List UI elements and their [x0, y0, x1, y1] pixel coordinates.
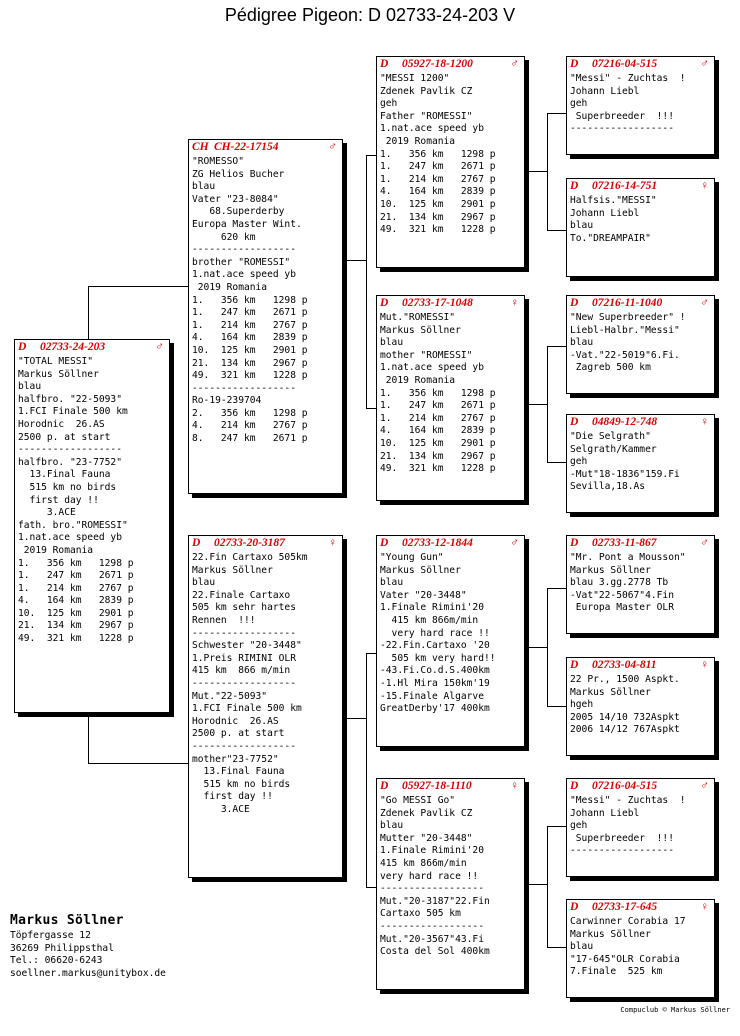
card-line: Johann Liebl — [570, 207, 640, 219]
card-line: 2019 Romania — [192, 281, 268, 293]
card-header — [380, 536, 521, 551]
connector-line — [343, 718, 366, 719]
sex-icon: ♂ — [700, 780, 709, 792]
sex-icon: ♀ — [700, 180, 709, 192]
card-header — [192, 536, 339, 551]
country-code: D — [380, 297, 389, 309]
card-header — [570, 296, 711, 311]
ring-number: 02733-11-867 — [592, 537, 657, 549]
connector-line — [525, 884, 547, 885]
card-line: ------------------ — [192, 740, 296, 752]
card-line: Rennen !!! — [192, 614, 256, 626]
card-header — [570, 658, 711, 673]
card-line: "Mr. Pont a Mousson" — [570, 552, 686, 563]
card-line: 620 km — [192, 231, 256, 243]
card-line: Markus Söllner — [570, 928, 651, 940]
card-line: ------------------ — [192, 244, 296, 256]
connector-line — [343, 260, 366, 261]
card-line: 2500 p. at start — [192, 728, 285, 740]
connector-line — [547, 826, 548, 947]
card-line: ------------------ — [18, 444, 122, 456]
card-line: 4. 214 km 2767 p — [192, 420, 308, 432]
card-line: ------------------ — [192, 627, 296, 639]
card-line: blau — [380, 820, 404, 832]
connector-line — [547, 826, 566, 827]
card-line: 1.FCI Finale 500 km — [18, 406, 128, 418]
card-body — [570, 73, 711, 136]
card-line: Zdenek Pavlik CZ — [380, 85, 473, 97]
card-body — [380, 795, 521, 959]
card-line: "Young Gun" — [380, 552, 444, 563]
card-line: blau — [380, 337, 404, 349]
card-line: Markus Söllner — [18, 368, 99, 380]
card-line: halfbro. "23-7752" — [18, 456, 122, 468]
card-line: 13.Final Fauna — [192, 766, 285, 778]
card-line: Ro-19-239704 — [192, 395, 262, 407]
card-line: Sevilla,18.As — [570, 481, 646, 493]
connector-line — [547, 947, 566, 948]
card-line: 2. 356 km 1298 p — [192, 407, 308, 419]
card-line: 21. 134 km 2967 p — [192, 357, 308, 369]
card-line: blau — [192, 181, 216, 193]
card-body — [192, 156, 339, 446]
card-line: ------------------ — [570, 845, 674, 857]
card-line: Markus Söllner — [570, 564, 651, 576]
card-header — [570, 57, 711, 72]
card-line: ------------------ — [380, 920, 484, 932]
card-line: 505 km sehr hartes — [192, 602, 296, 614]
card-line: Zdenek Pavlik CZ — [380, 807, 473, 819]
card-line: 49. 321 km 1228 p — [380, 224, 496, 236]
card-header — [570, 415, 711, 430]
pigeon-card-gg-7 — [566, 778, 715, 877]
card-line: -15.Finale Algarve — [380, 690, 484, 702]
sex-icon: ♀ — [510, 780, 519, 792]
card-line: 1. 247 km 2671 p — [380, 400, 496, 412]
card-line: 4. 164 km 2839 p — [380, 425, 496, 437]
card-body — [570, 795, 711, 858]
card-line: blau — [18, 381, 42, 393]
card-line: blau — [380, 577, 404, 589]
card-line: "Die Selgrath" — [570, 431, 651, 442]
card-line: 49. 321 km 1228 p — [18, 633, 134, 645]
connector-line — [366, 155, 367, 408]
ring-number: 04849-12-748 — [592, 416, 658, 428]
connector-line — [547, 346, 548, 462]
card-line: Mut."20-3187"22.Fin — [380, 895, 490, 907]
card-line: Mutter "20-3448" — [380, 832, 473, 844]
country-code: CH — [192, 141, 209, 153]
ring-number: 02733-12-1844 — [402, 537, 473, 549]
card-line: 49. 321 km 1228 p — [192, 370, 308, 382]
ring-number: 02733-17-645 — [592, 901, 658, 913]
card-line: 515 km no birds — [18, 481, 117, 493]
pigeon-card-dam-dam — [376, 778, 525, 990]
country-code: D — [570, 297, 579, 309]
connector-line — [547, 230, 566, 231]
pigeon-card-gg-1 — [566, 56, 715, 155]
ring-number: 02733-20-3187 — [214, 537, 285, 549]
card-header — [380, 296, 521, 311]
connector-line — [547, 588, 566, 589]
pigeon-card-sire-sire — [376, 56, 525, 268]
card-line: fath. bro."ROMESSI" — [18, 519, 128, 531]
card-line: 22.Fin Cartaxo 505km — [192, 552, 308, 563]
card-line: Zagreb 500 km — [570, 362, 651, 374]
sex-icon: ♂ — [700, 537, 709, 549]
card-header — [380, 779, 521, 794]
card-line: Halfsis."MESSI" — [570, 195, 657, 206]
connector-line — [547, 706, 566, 707]
card-line: "ROMESSO" — [192, 156, 244, 167]
owner-street: Töpfergasse 12 — [10, 930, 91, 941]
card-line: "New Superbreeder" ! — [570, 312, 686, 323]
card-line: Superbreeder !!! — [570, 110, 674, 122]
country-code: D — [570, 537, 579, 549]
card-line: 7.Finale 525 km — [570, 966, 663, 978]
card-line: 1.nat.ace speed yb — [192, 269, 296, 281]
card-line: "Messi" - Zuchtas ! — [570, 73, 686, 84]
connector-line — [88, 286, 89, 339]
pigeon-card-gg-3 — [566, 295, 715, 394]
card-line: halfbro. "22-5093" — [18, 393, 122, 405]
card-line: -43.Fi.Co.d.S.400km — [380, 665, 490, 677]
card-line: 515 km no birds — [192, 778, 291, 790]
sex-icon: ♀ — [700, 416, 709, 428]
card-line: brother "ROMESSI" — [192, 256, 291, 268]
ring-number: 05927-18-1110 — [402, 780, 472, 792]
sex-icon: ♂ — [700, 58, 709, 70]
card-line: 2005 14/10 732Aspkt — [570, 711, 680, 723]
card-header — [570, 179, 711, 194]
card-body — [570, 431, 711, 494]
card-line: 21. 134 km 2967 p — [18, 620, 134, 632]
pigeon-card-dam-sire — [376, 535, 525, 747]
card-line: mother"23-7752" — [192, 753, 279, 765]
pigeon-card-gg-8 — [566, 899, 715, 998]
card-line: 1. 214 km 2767 p — [380, 173, 496, 185]
card-line: 2006 14/12 767Aspkt — [570, 724, 680, 736]
card-line: 1.nat.ace speed yb — [380, 123, 484, 135]
card-line: first day !! — [192, 791, 273, 803]
card-line: 2500 p. at start — [18, 431, 111, 443]
card-line: ZG Helios Bucher — [192, 168, 285, 180]
country-code: D — [380, 537, 389, 549]
card-line: Markus Söllner — [380, 324, 461, 336]
card-line: Father "ROMESSI" — [380, 110, 473, 122]
card-line: -22.Fin.Cartaxo '20 — [380, 640, 490, 652]
card-line: hgeh — [570, 699, 594, 711]
card-line: Horodnic 26.AS — [192, 715, 279, 727]
card-line: Horodnic 26.AS — [18, 418, 105, 430]
card-body — [380, 312, 521, 476]
card-line: Mut."ROMESSI" — [380, 312, 456, 323]
country-code: D — [570, 58, 579, 70]
card-line: Vater "20-3448" — [380, 589, 467, 601]
card-line: 4. 164 km 2839 p — [192, 332, 308, 344]
card-header — [570, 536, 711, 551]
card-line: "Go MESSI Go" — [380, 795, 456, 806]
card-line: mother "ROMESSI" — [380, 349, 473, 361]
card-line: 1. 247 km 2671 p — [192, 307, 308, 319]
country-code: D — [192, 537, 201, 549]
pigeon-card-sire-dam — [376, 295, 525, 501]
pigeon-card-gg-4 — [566, 414, 715, 513]
owner-email: soellner.markus@unitybox.de — [10, 967, 166, 979]
card-line: -Vat"22-5067"4.Fin — [570, 589, 674, 601]
card-line: 3.ACE — [192, 803, 250, 815]
pigeon-card-sire — [188, 139, 343, 494]
ring-number: 05927-18-1200 — [402, 58, 473, 70]
card-line: geh — [570, 820, 588, 832]
pigeon-card-subject — [14, 339, 170, 713]
connector-line — [88, 713, 89, 763]
country-code: D — [570, 180, 579, 192]
card-line: 415 km 866m/min — [380, 857, 467, 869]
sex-icon: ♂ — [700, 297, 709, 309]
connector-line — [547, 346, 566, 347]
card-line: Markus Söllner — [380, 564, 461, 576]
card-line: 1.FCI Finale 500 km — [192, 703, 302, 715]
card-line: Mut."22-5093" — [192, 690, 268, 702]
card-line: geh — [570, 98, 588, 110]
card-header — [192, 140, 339, 155]
card-line: 1. 247 km 2671 p — [380, 161, 496, 173]
card-line: 505 km very hard!! — [380, 652, 496, 664]
card-line: 1. 214 km 2767 p — [380, 412, 496, 424]
card-line: 49. 321 km 1228 p — [380, 463, 496, 475]
country-code: D — [570, 416, 579, 428]
country-code: D — [570, 780, 579, 792]
card-line: Liebl-Halbr."Messi" — [570, 324, 680, 336]
card-line: Europa Master Wint. — [192, 218, 302, 230]
sex-icon: ♀ — [328, 537, 337, 549]
page-title: Pédigree Pigeon: D 02733-24-203 V — [224, 5, 516, 25]
card-line: -1.Hl Mira 150km'19 — [380, 677, 490, 689]
card-line: 1.Preis RIMINI OLR — [192, 652, 296, 664]
connector-line — [525, 404, 547, 405]
card-line: ------------------ — [192, 382, 296, 394]
card-line: 1. 214 km 2767 p — [18, 582, 134, 594]
ring-number: 02733-17-1048 — [402, 297, 473, 309]
card-line: 8. 247 km 2671 p — [192, 433, 308, 445]
card-line: Markus Söllner — [192, 564, 273, 576]
card-line: 415 km 866 m/min — [192, 665, 291, 677]
card-line: 3.ACE — [18, 507, 76, 519]
card-line: 1. 356 km 1298 p — [380, 148, 496, 160]
connector-line — [547, 113, 548, 230]
card-line: 10. 125 km 2901 p — [380, 437, 496, 449]
card-line: -Vat."22-5019"6.Fi. — [570, 349, 680, 361]
card-line: 21. 134 km 2967 p — [380, 211, 496, 223]
card-line: 10. 125 km 2901 p — [380, 198, 496, 210]
country-code: D — [570, 659, 579, 671]
card-line: "Messi" - Zuchtas ! — [570, 795, 686, 806]
connector-line — [547, 588, 548, 706]
country-code: D — [18, 341, 27, 353]
ring-number: 07216-14-751 — [592, 180, 658, 192]
card-line: ------------------ — [570, 123, 674, 135]
sex-icon: ♂ — [328, 141, 337, 153]
ring-number: 07216-04-515 — [592, 58, 658, 70]
card-line: Carwinner Corabia 17 — [570, 916, 686, 927]
card-line: 1.nat.ace speed yb — [380, 362, 484, 374]
card-line: blau — [570, 337, 594, 349]
pigeon-card-gg-2 — [566, 178, 715, 277]
card-line: "MESSI 1200" — [380, 73, 450, 84]
card-line: 13.Final Fauna — [18, 469, 111, 481]
card-line: 22 Pr., 1500 Aspkt. — [570, 674, 680, 685]
card-line: 1. 356 km 1298 p — [380, 387, 496, 399]
card-line: ------------------ — [380, 883, 484, 895]
ring-number: 07216-04-515 — [592, 780, 658, 792]
card-line: 1.nat.ace speed yb — [18, 532, 122, 544]
card-line: Markus Söllner — [570, 686, 651, 698]
card-line: 1. 247 km 2671 p — [18, 570, 134, 582]
country-code: D — [380, 780, 389, 792]
card-line: 2019 Romania — [380, 135, 456, 147]
card-header — [570, 779, 711, 794]
card-line: GreatDerby'17 400km — [380, 703, 490, 715]
sex-icon: ♀ — [700, 659, 709, 671]
card-line: 21. 134 km 2967 p — [380, 450, 496, 462]
card-line: Cartaxo 505 km — [380, 908, 461, 920]
card-line: Schwester "20-3448" — [192, 640, 302, 652]
card-line: 68.Superderby — [192, 206, 285, 218]
card-line: blau 3.gg.2778 Tb — [570, 577, 669, 589]
ring-number: 02733-24-203 — [40, 341, 106, 353]
ring-number: 02733-04-811 — [592, 659, 657, 671]
card-line: very hard race !! — [380, 627, 490, 639]
sex-icon: ♀ — [700, 901, 709, 913]
card-line: Europa Master OLR — [570, 602, 674, 614]
owner-phone: Tel.: 06620-6243 — [10, 955, 103, 967]
card-line: 415 km 866m/min — [380, 614, 479, 626]
card-line: To."DREAMPAIR" — [570, 232, 651, 244]
card-body — [380, 73, 521, 237]
card-line: 1.Finale Rimini'20 — [380, 602, 484, 614]
card-line: "TOTAL MESSI" — [18, 356, 94, 367]
card-line: 1. 356 km 1298 p — [192, 294, 308, 306]
card-line: Johann Liebl — [570, 85, 640, 97]
connector-line — [366, 653, 367, 887]
card-line: Johann Liebl — [570, 807, 640, 819]
connector-line — [525, 171, 547, 172]
card-header — [18, 340, 166, 355]
card-body — [570, 195, 711, 245]
connector-line — [88, 763, 189, 764]
card-line: 1.Finale Rimini'20 — [380, 845, 484, 857]
card-body — [380, 552, 521, 716]
card-line: 10. 125 km 2901 p — [192, 344, 308, 356]
card-line: very hard race !! — [380, 870, 479, 882]
owner-info — [10, 912, 166, 980]
card-body — [570, 312, 711, 375]
card-body — [192, 552, 339, 816]
card-line: Costa del Sol 400km — [380, 946, 490, 958]
card-line: 1. 356 km 1298 p — [18, 557, 134, 569]
card-line: -Mut"18-1836"159.Fi — [570, 468, 680, 480]
pigeon-card-gg-6 — [566, 657, 715, 756]
card-line: 4. 164 km 2839 p — [380, 186, 496, 198]
connector-line — [547, 462, 566, 463]
sex-icon: ♂ — [510, 58, 519, 70]
pigeon-card-gg-5 — [566, 535, 715, 634]
sex-icon: ♂ — [155, 341, 164, 353]
card-line: blau — [192, 577, 216, 589]
card-body — [570, 552, 711, 615]
sex-icon: ♀ — [510, 297, 519, 309]
country-code: D — [380, 58, 389, 70]
connector-line — [88, 286, 189, 287]
ring-number: 07216-11-1040 — [592, 297, 663, 309]
card-line: Vater "23-8084" — [192, 193, 279, 205]
country-code: D — [570, 901, 579, 913]
card-line: Selgrath/Kammer — [570, 443, 657, 455]
card-line: 2019 Romania — [380, 374, 456, 386]
sex-icon: ♂ — [510, 537, 519, 549]
card-body — [570, 674, 711, 737]
card-line: 10. 125 km 2901 p — [18, 607, 134, 619]
connector-line — [525, 647, 547, 648]
card-line: "17-645"OLR Corabia — [570, 953, 680, 965]
card-line: Superbreeder !!! — [570, 832, 674, 844]
card-line: geh — [570, 456, 588, 468]
card-line: 2019 Romania — [18, 544, 94, 556]
connector-line — [547, 113, 566, 114]
card-line: 4. 164 km 2839 p — [18, 595, 134, 607]
card-line: first day !! — [18, 494, 99, 506]
ring-number: CH-22-17154 — [214, 141, 279, 153]
card-header — [380, 57, 521, 72]
card-body — [570, 916, 711, 979]
card-line: 1. 214 km 2767 p — [192, 319, 308, 331]
owner-city: 36269 Philippsthal — [10, 942, 114, 954]
card-line: blau — [570, 220, 594, 232]
card-line: blau — [570, 941, 594, 953]
card-line: geh — [380, 98, 398, 110]
card-body — [18, 356, 166, 646]
owner-name: Markus Söllner — [10, 913, 124, 928]
pigeon-card-dam — [188, 535, 343, 878]
copyright: Compuclub © Markus Söllner — [620, 1006, 730, 1014]
card-line: ------------------ — [192, 677, 296, 689]
card-line: Mut."20-3567"43.Fi — [380, 933, 484, 945]
card-line: 22.Finale Cartaxo — [192, 589, 291, 601]
card-header — [570, 900, 711, 915]
